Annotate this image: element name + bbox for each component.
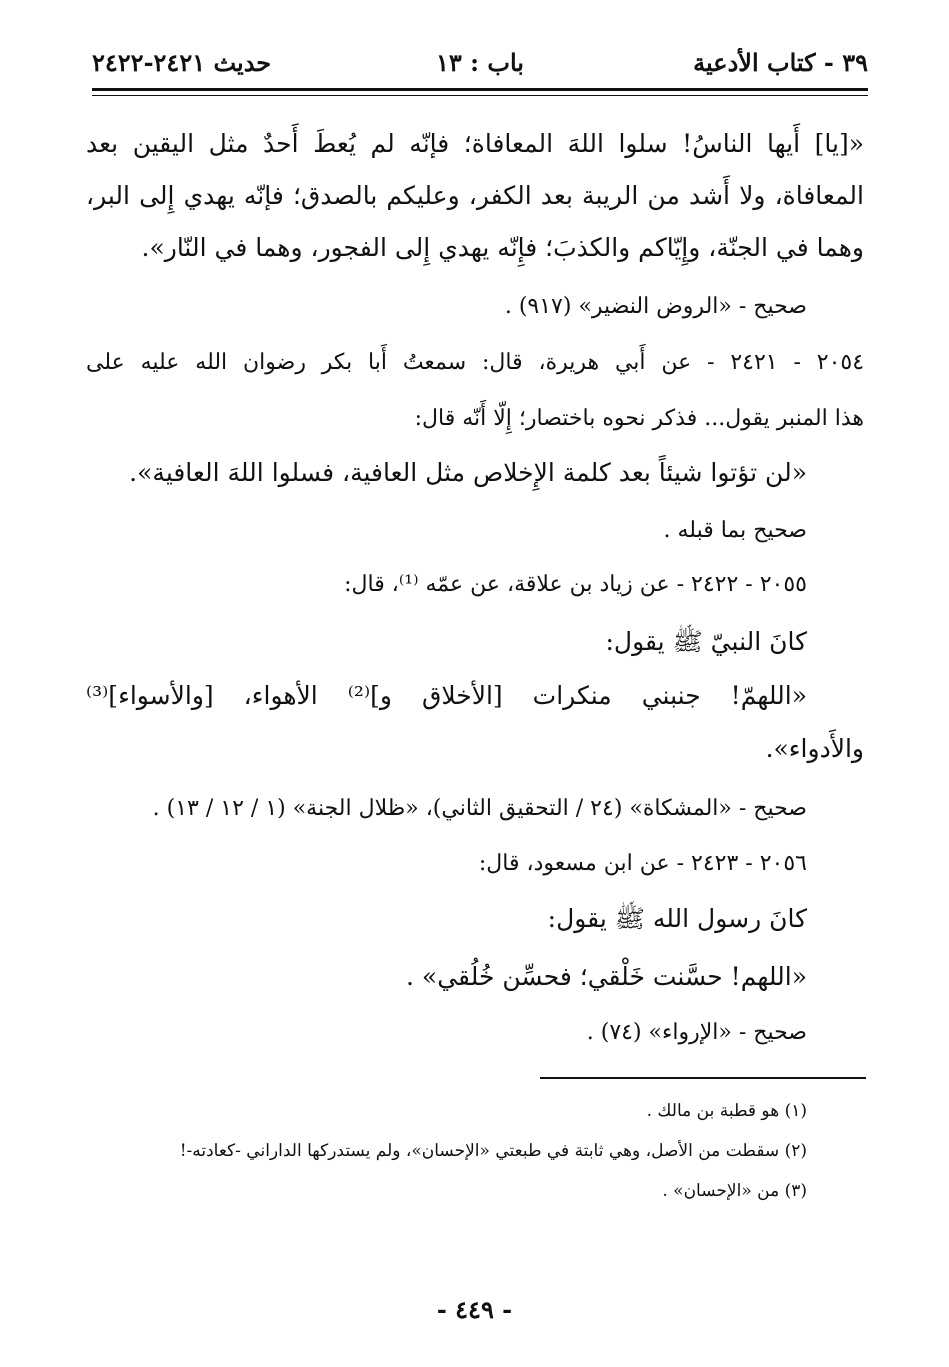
text-line: «[يا] أَيها الناسُ! سلوا اللهَ المعافاة؛ فإنّه لم يُعطَ أَحدٌ مثل اليقين بعد	[86, 129, 864, 158]
hadith-quote: «اللهمّ! جنبني منكرات [الأخلاق و]⁽²⁾ الأهواء، [والأسواء]⁽³⁾	[86, 681, 808, 710]
header-rule-thick	[92, 88, 868, 91]
hadith-quote: والأَدواء».	[765, 734, 864, 763]
header-rule-thin	[92, 95, 868, 96]
grading-line: صحيح - «الإرواء» (٧٤) .	[586, 1020, 807, 1045]
hadith-heading: ٢٠٥٥ - ٢٤٢٢ - عن زياد بن علاقة، عن عمّه ⁽¹⁾، قال:	[344, 572, 807, 597]
chapter-title: ٣٩ - كتاب الأدعية	[693, 48, 868, 77]
grading-line: صحيح بما قبله .	[663, 518, 807, 543]
footnote-3: (٣) من «الإحسان» .	[662, 1181, 807, 1201]
hadith-quote: «اللهم! حسَّنت خَلْقي؛ فحسِّن خُلُقي» .	[406, 962, 807, 991]
footnote-1: (١) هو قطبة بن مالك .	[646, 1101, 807, 1121]
text-line: المعافاة، ولا أَشد من الريبة بعد الكفر، وعليكم بالصدق؛ فإنّه يهدي إِلى البر،	[86, 181, 864, 210]
section-number: باب : ١٣	[436, 48, 524, 77]
hadith-range: حديث ٢٤٢١-٢٤٢٢	[92, 48, 272, 77]
hadith-heading: ٢٠٥٤ - ٢٤٢١ - عن أَبي هريرة، قال: سمعتُ أَبا بكر رضوان الله عليه على	[86, 350, 865, 375]
text-line: كانَ رسول الله ﷺ يقول:	[547, 904, 807, 933]
hadith-heading: ٢٠٥٦ - ٢٤٢٣ - عن ابن مسعود، قال:	[478, 851, 807, 876]
running-header	[92, 46, 868, 86]
text-line: كانَ النبيّ ﷺ يقول:	[605, 627, 807, 656]
page-number: - ٤٤٩ -	[436, 1295, 513, 1324]
grading-line: صحيح - «الروض النضير» (٩١٧) .	[504, 294, 807, 319]
footnote-rule	[540, 1077, 866, 1079]
hadith-quote: «لن تؤتوا شيئاً بعد كلمة الإِخلاص مثل العافية، فسلوا اللهَ العافية».	[129, 458, 807, 487]
footnote-2: (٢) سقطت من الأصل، وهي ثابتة في طبعتي «الإحسان»، ولم يستدركها الداراني -كعادته-!	[179, 1141, 807, 1161]
text-line: وهما في الجنّة، وإِيّاكم والكذبَ؛ فإِنّه يهدي إِلى الفجور، وهما في النّار».	[141, 233, 864, 262]
grading-line: صحيح - «المشكاة» (٢٤ / التحقيق الثاني)، «ظلال الجنة» (١ / ١٢ / ١٣) .	[152, 796, 807, 821]
text-line: هذا المنبر يقول... فذكر نحوه باختصار؛ إِلّا أَنّه قال:	[414, 406, 864, 431]
